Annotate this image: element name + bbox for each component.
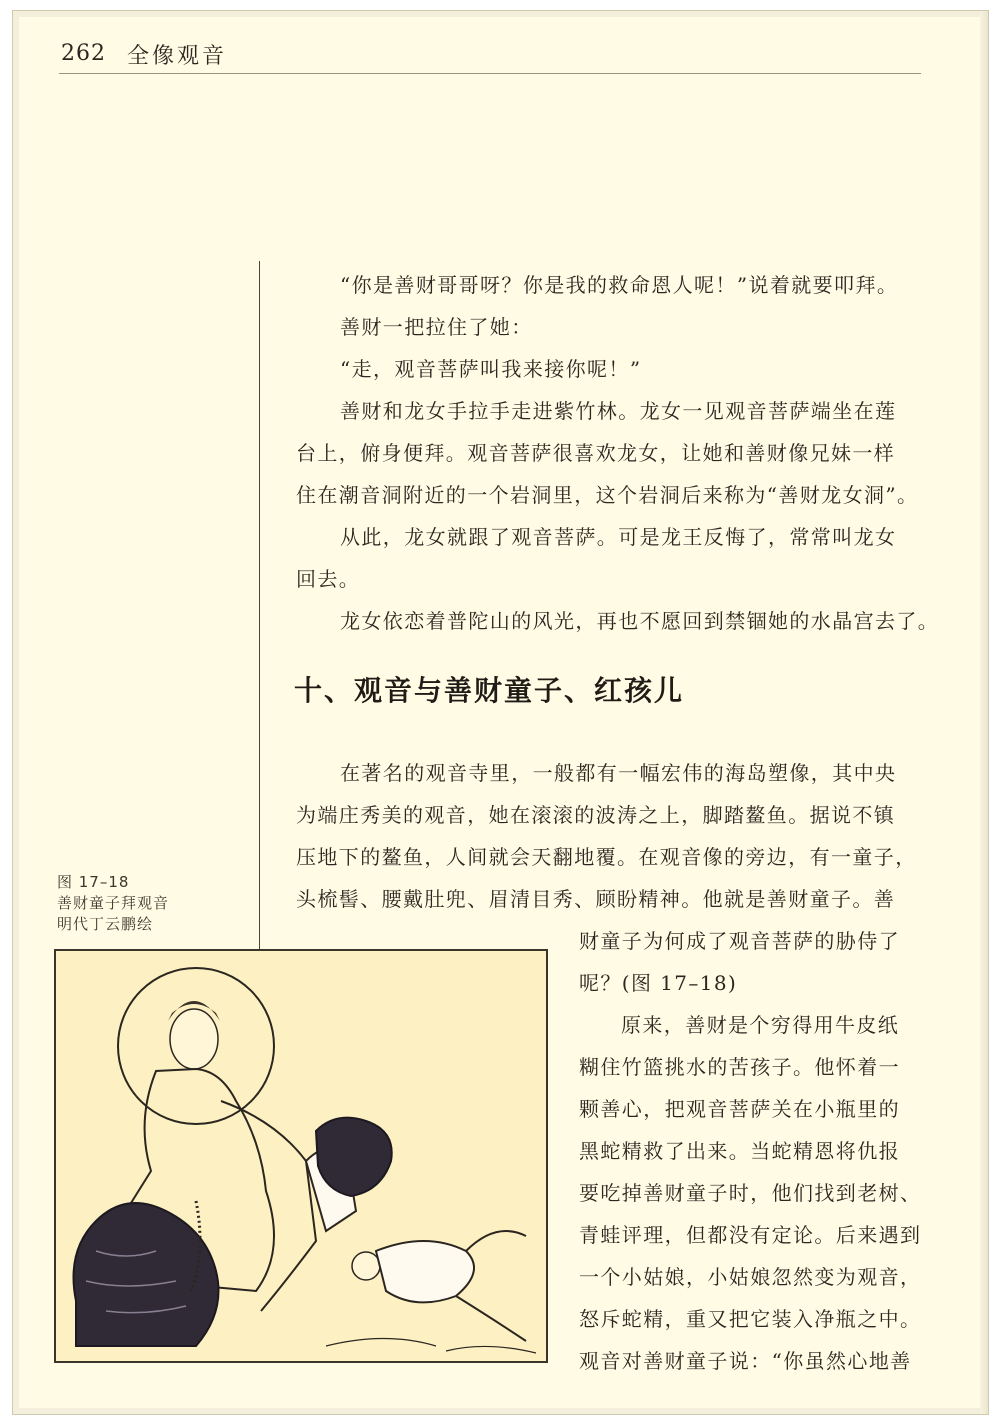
paragraph-line: 要吃掉善财童子时，他们找到老树、 xyxy=(579,1181,922,1205)
paragraph-line: 青蛙评理，但都没有定论。后来遇到 xyxy=(579,1223,922,1247)
child-head xyxy=(352,1252,380,1280)
paragraph-line: 呢？(图 17–18) xyxy=(579,971,738,995)
page-edge xyxy=(980,11,988,1414)
figure-credit: 明代丁云鹏绘 xyxy=(57,915,154,933)
paragraph-line: 压地下的鳌鱼，人间就会天翻地覆。在观音像的旁边，有一童子， xyxy=(296,845,917,869)
section-heading: 十、观音与善财童子、红孩儿 xyxy=(294,674,685,707)
paragraph-line: 头梳髻、腰戴肚兜、眉清目秀、顾盼精神。他就是善财童子。善 xyxy=(296,887,896,911)
paragraph-line: 黑蛇精救了出来。当蛇精恩将仇报 xyxy=(579,1139,900,1163)
paragraph-line: 为端庄秀美的观音，她在滚滚的波涛之上，脚踏鳌鱼。据说不镇 xyxy=(296,803,896,827)
figure-caption xyxy=(57,872,169,935)
sleeve xyxy=(221,1101,316,1311)
paragraph-line: 观音对善财童子说：“你虽然心地善 xyxy=(579,1349,912,1373)
face xyxy=(170,1009,218,1069)
book-page xyxy=(12,10,989,1415)
paragraph-line: 从此，龙女就跟了观音菩萨。可是龙王反悔了，常常叫龙女 xyxy=(340,525,897,549)
paragraph-line: 原来，善财是个穷得用牛皮纸 xyxy=(621,1013,900,1037)
column-rule xyxy=(259,261,260,951)
paragraph-line: 台上，俯身便拜。观音菩萨很喜欢龙女，让她和善财像兄妹一样 xyxy=(296,441,896,465)
page-number: 262 xyxy=(61,41,106,66)
dark-cloud xyxy=(316,1118,392,1196)
figure-illustration xyxy=(54,949,548,1363)
paragraph-line: 颗善心，把观音菩萨关在小瓶里的 xyxy=(579,1097,900,1121)
paragraph-line: 在著名的观音寺里，一般都有一幅宏伟的海岛塑像，其中央 xyxy=(340,761,897,785)
figure-number: 图 17–18 xyxy=(57,873,130,891)
paragraph-line: 怒斥蛇精，重又把它装入净瓶之中。 xyxy=(579,1307,922,1331)
guanyin-drawing xyxy=(56,951,546,1361)
ground xyxy=(326,1339,536,1354)
paragraph-line: 回去。 xyxy=(296,567,361,591)
paragraph-line: 一个小姑娘，小姑娘忽然变为观音， xyxy=(579,1265,922,1289)
paragraph-line: “走，观音菩萨叫我来接你呢！” xyxy=(340,357,642,381)
header-rule xyxy=(59,73,921,74)
paragraph-line: 龙女依恋着普陀山的风光，再也不愿回到禁锢她的水晶宫去了。 xyxy=(340,609,940,633)
paragraph-line: 善财一把拉住了她： xyxy=(340,315,533,339)
figure-title: 善财童子拜观音 xyxy=(57,894,170,912)
paragraph-line: 财童子为何成了观音菩萨的胁侍了 xyxy=(579,929,900,953)
dark-rock xyxy=(74,1203,219,1346)
paragraph-line: “你是善财哥哥呀？你是我的救命恩人呢！”说着就要叩拜。 xyxy=(340,273,899,297)
paragraph-line: 善财和龙女手拉手走进紫竹林。龙女一见观音菩萨端坐在莲 xyxy=(340,399,897,423)
paragraph-line: 住在潮音洞附近的一个岩洞里，这个岩洞后来称为“善财龙女洞”。 xyxy=(296,483,919,507)
child-body xyxy=(376,1241,474,1302)
running-title: 全像观音 xyxy=(127,44,228,69)
paragraph-line: 糊住竹篮挑水的苦孩子。他怀着一 xyxy=(579,1055,900,1079)
